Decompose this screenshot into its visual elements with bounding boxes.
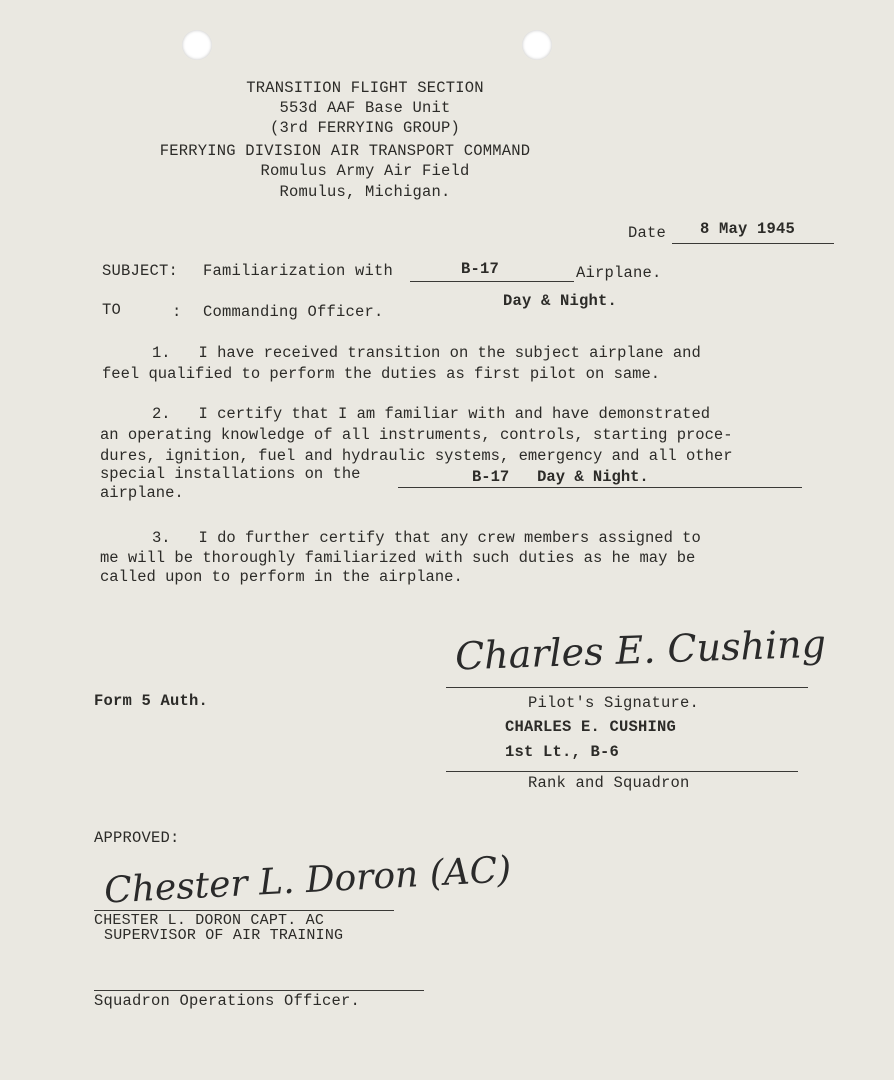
- paragraph-3-line: me will be thoroughly familiarized with such duties as he may be: [100, 549, 696, 567]
- pilot-signature-caption: Pilot's Signature.: [528, 694, 700, 712]
- date-value: 8 May 1945: [700, 220, 796, 238]
- rank-line: [446, 771, 798, 772]
- letterhead-line: Romulus Army Air Field: [260, 162, 470, 180]
- subject-label: SUBJECT:: [102, 262, 179, 280]
- letterhead-line: Romulus, Michigan.: [279, 183, 451, 201]
- subject-underline: [410, 281, 574, 282]
- subject-prefix: Familiarization with: [203, 262, 394, 280]
- approver-title: SUPERVISOR OF AIR TRAINING: [104, 927, 344, 944]
- pilot-rank: 1st Lt., B-6: [505, 743, 620, 761]
- subject-suffix: Airplane.: [576, 264, 662, 282]
- approver-signature: Chester L. Doron (AC): [103, 849, 513, 912]
- paragraph-1-line: feel qualified to perform the duties as first pilot on same.: [102, 365, 661, 383]
- paragraph-3-line: called upon to perform in the airplane.: [100, 568, 463, 586]
- letterhead-line: FERRYING DIVISION AIR TRANSPORT COMMAND: [159, 142, 531, 160]
- pilot-signature-line: [446, 687, 808, 688]
- pilot-signature: Charles E. Cushing: [454, 621, 827, 679]
- letterhead-line: (3rd FERRYING GROUP): [269, 119, 461, 137]
- paragraph-1-line: 1. I have received transition on the subject airplane and: [152, 344, 701, 362]
- pilot-name: CHARLES E. CUSHING: [505, 718, 677, 736]
- letterhead-line: TRANSITION FLIGHT SECTION: [246, 79, 484, 97]
- paragraph-2-underline: [398, 487, 802, 488]
- paragraph-3-line: 3. I do further certify that any crew members assigned to: [152, 529, 701, 547]
- subject-aircraft: B-17: [461, 260, 500, 278]
- approver-name: CHESTER L. DORON CAPT. AC: [94, 912, 325, 929]
- paragraph-2-line: an operating knowledge of all instruments, controls, starting proce-: [100, 426, 733, 444]
- to-value: Commanding Officer.: [203, 303, 384, 321]
- rank-caption: Rank and Squadron: [528, 774, 690, 792]
- to-label: TO: [102, 301, 122, 319]
- operations-caption: Squadron Operations Officer.: [94, 992, 361, 1010]
- paragraph-2-line: dures, ignition, fuel and hydraulic systems, emergency and all other: [100, 447, 733, 465]
- paragraph-2-line: airplane.: [100, 484, 184, 502]
- subject-note: Day & Night.: [503, 292, 618, 310]
- paragraph-2-line: 2. I certify that I am familiar with and have demonstrated: [152, 405, 711, 423]
- punch-hole-right: [522, 30, 552, 60]
- approved-label: APPROVED:: [94, 829, 180, 847]
- paragraph-2-fill: B-17 Day & Night.: [472, 468, 649, 486]
- punch-hole-left: [182, 30, 212, 60]
- date-underline: [672, 243, 834, 244]
- form-auth: Form 5 Auth.: [94, 692, 209, 710]
- date-label: Date: [628, 224, 667, 242]
- paragraph-2-line: special installations on the: [100, 465, 361, 483]
- to-colon: :: [172, 303, 182, 321]
- letterhead-line: 553d AAF Base Unit: [279, 99, 451, 117]
